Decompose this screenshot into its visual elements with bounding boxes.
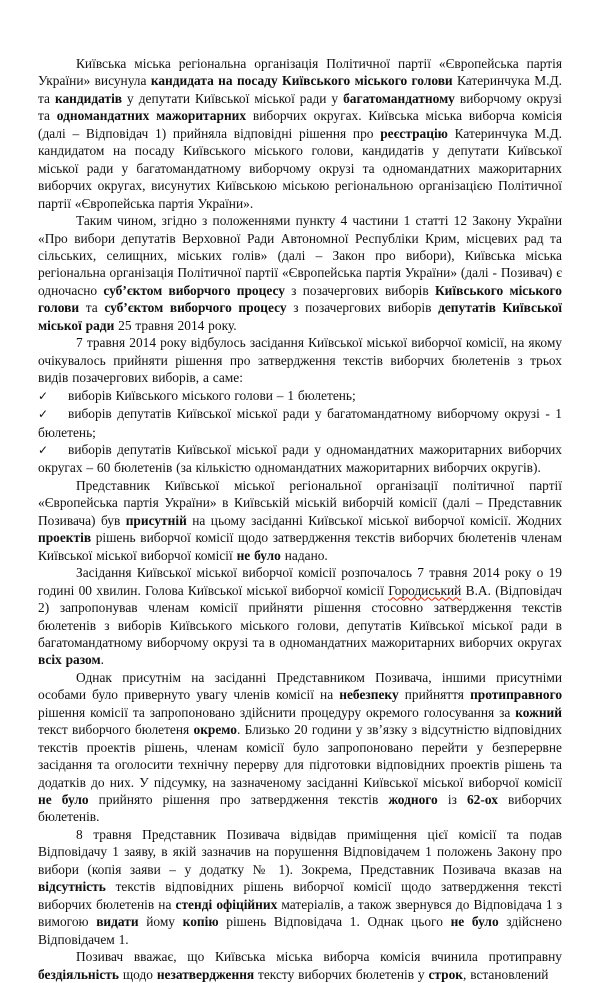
text-run: Київського міського голови (38, 282, 562, 316)
text-run: незатвердження (156, 966, 255, 982)
checkmark-icon: ✓ (38, 442, 49, 457)
text-run: депутатів Київської міської ради (38, 300, 562, 333)
text-run: прийнято рішення про затвердження текстів (88, 792, 389, 808)
checkmark-icon: ✓ (38, 388, 49, 403)
text-run: тексту виборчих бюлетенів у (254, 966, 429, 982)
text-run: суб’єктом виборчого процесу (103, 282, 285, 298)
text-run: відсутність (38, 879, 106, 895)
text-run: рішень Відповідача 1. Однак цього (218, 914, 451, 930)
text-run: проектів (38, 530, 92, 546)
text-run: Позивач вважає, що Київська міська виборча комісія вчинила протиправну (76, 949, 562, 965)
text-run: на цьому засіданні Київської міської виборчої комісії. Жодних (186, 512, 563, 528)
text-run: матеріалів, а також звернувся до Відповідача 1 з вимогою (38, 896, 562, 930)
text-run: не було (450, 914, 499, 930)
text-run: кандидатів (54, 90, 123, 106)
text-run: строк (428, 966, 463, 982)
text-run: виборів депутатів Київської міської ради у багатомандатному виборчому окрузі - 1 бюлетень; (38, 406, 562, 440)
text-run: реєстрацію (380, 125, 448, 141)
text-run: з позачергових виборів (286, 300, 439, 316)
paragraph (38, 55, 562, 212)
text-run: багатомандатному (343, 90, 455, 106)
text-run: щодо (118, 966, 157, 982)
spellcheck-flagged-word: Городиський (388, 582, 462, 598)
text-run: із (437, 792, 467, 808)
text-run: стенді офіційних (175, 896, 278, 912)
text-run: виборчих бюлетенів. (38, 792, 562, 825)
text-run: виборчому окрузі та (38, 90, 563, 124)
text-run: Засідання Київської міської виборчої комісії розпочалось 7 травня 2014 року о 19 годині 00 хвилин. Голова Київської міської виборчої комісії (38, 565, 562, 598)
paragraph (38, 564, 562, 669)
text-run: з позачергових виборів (284, 282, 435, 298)
text-run: бездіяльність (38, 966, 119, 982)
text-run: Київська міська регіональна організація Політичної партії «Європейська партія України» висунула (38, 56, 562, 89)
text-run: копію (182, 914, 219, 930)
check-list-item (38, 405, 562, 441)
text-run: Таким чином, згідно з положеннями пункту 4 частини 1 статті 12 Закону України «Про вибори депутатів Верховної Ради Автономної Республіки Крим, місцевих рад та сільських, селищних, міських голів» (далі – Закон про вибори), Київська міська регіональна організація Політичної партії «Європейська партія України» (далі - Позивач) є одночасно (38, 213, 562, 298)
check-list-item (38, 387, 562, 405)
text-run: виборів депутатів Київської міської ради у одномандатних мажоритарних виборчих округах – 60 бюлетенів (за кількістю одномандатних мажоритарних виборчих округів). (38, 441, 562, 476)
text-run: видати (96, 914, 139, 930)
text-run: 8 травня Представник Позивача відвідав приміщення цієї комісії та подав Відповідачу 1 заяву, в якій зазначив на порушення Відповідачем 1 положень Закону про вибори (копія заяви – у додатку № 1). Зокрема, Представник Позивача вказав на (38, 826, 562, 877)
text-run: Однак присутнім на засіданні Представником Позивача, іншими присутніми особами було привернуто увагу членів комісії на (38, 669, 562, 703)
text-run: присутній (125, 512, 187, 528)
text-run: . (100, 652, 104, 668)
text-run: небезпеку (339, 687, 399, 703)
text-run: надано. (280, 547, 328, 563)
text-run: жодного (388, 792, 438, 808)
text-run: , встановлений (463, 966, 549, 982)
paragraph (38, 826, 562, 948)
text-run: не було (236, 547, 281, 563)
paragraph (38, 212, 562, 334)
text-run: кожний (515, 704, 562, 720)
text-run: одномандатних мажоритарних (56, 108, 247, 124)
text-run: протиправного (470, 687, 563, 703)
text-run: . Близько 20 години у зв’язку з відсутністю відповідних текстів проектів рішень, членам комісії було запропоновано перейти у безперервне засідання та оголосити технічну перерву для підготовки відповідних проектів рішень та додатків до них. У підсумку, на зазначеному засіданні Київської міської виборчої комісії (38, 722, 562, 790)
paragraph (38, 334, 562, 386)
text-run: кандидата на посаду Київського міського голови (150, 73, 453, 89)
checkmark-icon: ✓ (38, 407, 49, 422)
text-run: виборчих округах. Київська міська виборча комісія (далі – Відповідач 1) прийняла відповідні рішення про (38, 108, 562, 141)
text-run: рішення комісії та запропоновано здійснити процедуру окремого голосування за (38, 704, 516, 720)
text-run: Катеринчука М.Д. та (38, 73, 562, 106)
text-run: виборів Київського міського голови – 1 бюлетень; (68, 387, 356, 403)
text-run: не було (38, 792, 89, 808)
text-run: та (79, 300, 105, 316)
text-run: у депутати Київської міської ради у (122, 90, 344, 106)
text-run: Представник Київської міської регіональної організації політичної партії «Європейська партія України» в Київській міській виборчій комісії (далі – Представник Позивача) був (38, 477, 562, 528)
text-run: рішень виборчої комісії щодо затвердження текстів виборчих бюлетенів членам Київської міської виборчої комісії (38, 530, 562, 563)
paragraph (38, 669, 562, 826)
check-list-item (38, 441, 562, 477)
text-run: прийняття (398, 687, 471, 703)
text-run: 62-ох (466, 792, 498, 808)
text-run: окремо (193, 722, 237, 738)
document-content (38, 55, 562, 983)
text-run: йому (138, 914, 183, 930)
text-run: В.А. (Відповідач 2) запропонував членам комісії прийняти рішення стосовно затвердження текстів бюлетенів з виборів Київського міського голови, депутатів Київської міської ради в багатомандатному виборчому окрузі та в одномандатних мажоритарних виборчих округах (38, 582, 562, 650)
text-run: 25 травня 2014 року. (114, 317, 237, 333)
paragraph (38, 948, 562, 983)
text-run: Катеринчука М.Д. кандидатом на посаду Київського міського голови, кандидатів у депутати Київської міської ради у багатомандатному виборчому окрузі та одномандатних мажоритарних виборчих округах, висунутих Київською міською регіональною організацією Політичної партії «Європейська партія України». (38, 125, 562, 211)
paragraph (38, 477, 562, 564)
text-run: текстів відповідних рішень виборчої комісії щодо затвердження тексті виборчих бюлетенів на (38, 879, 562, 912)
text-run: всіх разом (38, 652, 101, 668)
text-run: здійснено Відповідачем 1. (38, 914, 562, 947)
text-run: текст виборчого бюлетеня (38, 722, 194, 738)
text-run: 7 травня 2014 року відбулось засідання Київської міської виборчої комісії, на якому очікувалось прийняти рішення про затвердження текстів виборчих бюлетенів з трьох видів позачергових виборів, а саме: (38, 335, 562, 386)
text-run: суб’єктом виборчого процесу (104, 300, 287, 316)
